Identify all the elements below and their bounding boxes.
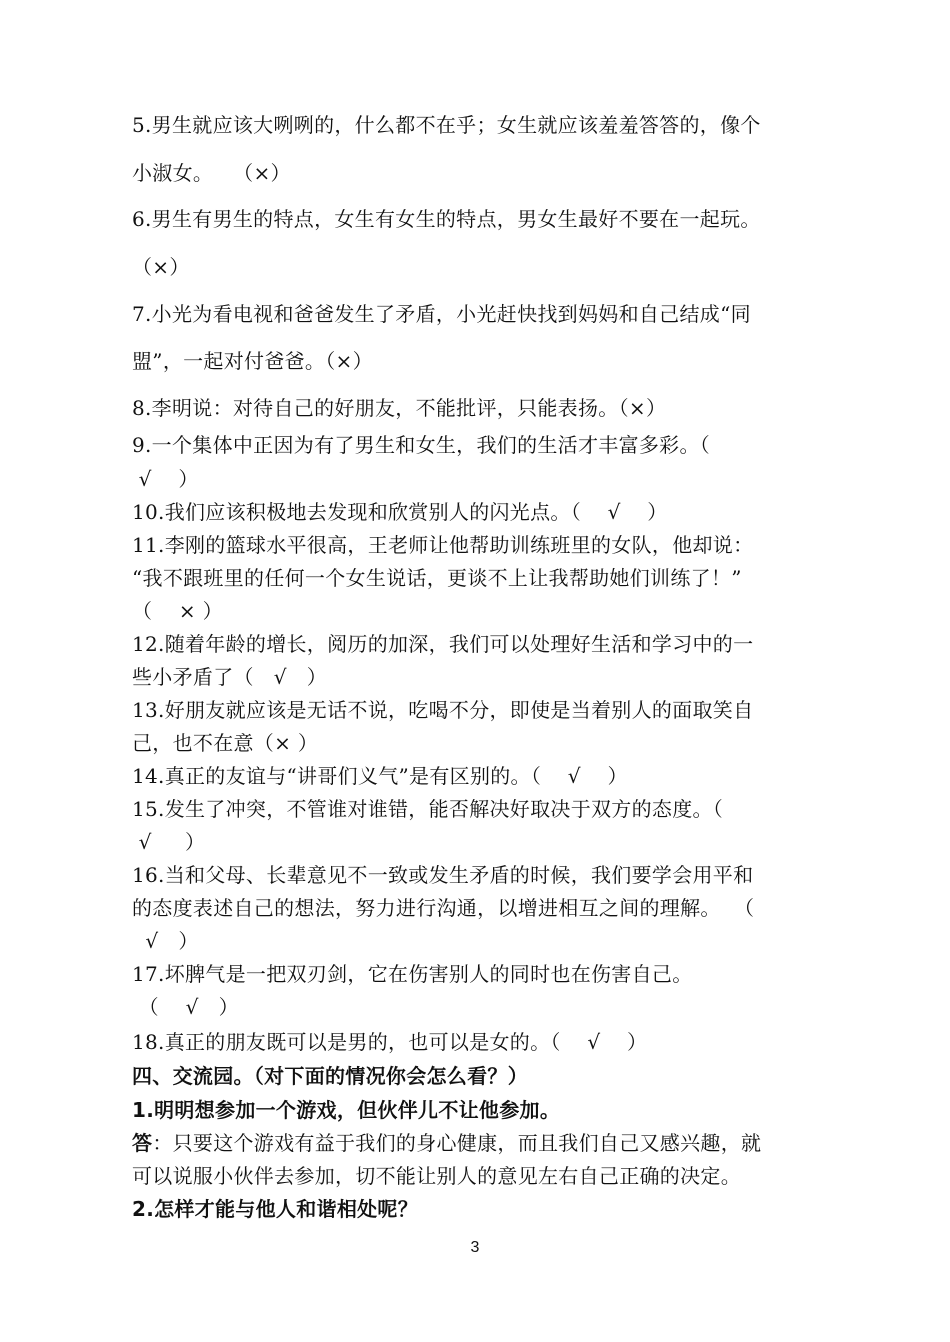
answer-line-2: 可以说服小伙伴去参加，切不能让别人的意见左右自己正确的决定。: [132, 1164, 741, 1188]
question-12-line-1: 12.随着年龄的增长，阅历的加深，我们可以处理好生活和学习中的一: [132, 632, 754, 656]
answer-line-1: [132, 1130, 822, 1156]
question-18-line: 18.真正的朋友既可以是男的，也可以是女的。（ √ ）: [132, 1030, 648, 1054]
answer-label: 答: [132, 1131, 153, 1155]
question-17-line-1: 17.坏脾气是一把双刃剑，它在伤害别人的同时也在伤害自己。: [132, 962, 693, 986]
answer-text: ：只要这个游戏有益于我们的身心健康，而且我们自己又感兴趣，就: [152, 1131, 762, 1155]
question-15-line-1: 15.发生了冲突，不管谁对谁错，能否解决好取决于双方的态度。（: [132, 797, 724, 821]
exchange-question-2: 2.怎样才能与他人和谐相处呢？: [132, 1197, 419, 1221]
question-5-line-2: 小淑女。 （×）: [132, 161, 291, 185]
question-12-line-2: 些小矛盾了（ √ ）: [132, 665, 328, 689]
question-11-line-1: 11.李刚的篮球水平很高，王老师让他帮助训练班里的女队，他却说：: [132, 533, 754, 557]
question-7-line-1: 7.小光为看电视和爸爸发生了矛盾，小光赶快找到妈妈和自己结成“同: [132, 302, 751, 326]
question-6-line-2: （×）: [132, 255, 190, 279]
question-15-line-2: √ ）: [132, 830, 206, 854]
question-10-line: 10.我们应该积极地去发现和欣赏别人的闪光点。（ √ ）: [132, 500, 668, 524]
question-13-line-2: 己，也不在意（× ）: [132, 731, 319, 755]
question-6-line-1: 6.男生有男生的特点，女生有女生的特点，男女生最好不要在一起玩。: [132, 207, 761, 231]
question-9-line-1: 9.一个集体中正因为有了男生和女生，我们的生活才丰富多彩。（: [132, 433, 711, 457]
question-14-line: 14.真正的友谊与“讲哥们义气”是有区别的。（ √ ）: [132, 764, 628, 788]
question-17-line-2: （ √ ）: [132, 995, 239, 1019]
question-13-line-1: 13.好朋友就应该是无话不说，吃喝不分，即使是当着别人的面取笑自: [132, 698, 754, 722]
section-four-heading: 四、交流园。（对下面的情况你会怎么看？）: [132, 1064, 528, 1088]
question-16-line-1: 16.当和父母、长辈意见不一致或发生矛盾的时候，我们要学会用平和: [132, 863, 754, 887]
question-8-line: 8.李明说：对待自己的好朋友，不能批评，只能表扬。（×）: [132, 396, 667, 420]
question-5-line-1: 5.男生就应该大咧咧的，什么都不在乎；女生就应该羞羞答答的，像个: [132, 113, 761, 137]
question-11-line-2: “我不跟班里的任何一个女生说话，更谈不上让我帮助她们训练了！”: [132, 566, 742, 590]
question-16-line-2: 的态度表述自己的想法，努力进行沟通，以增进相互之间的理解。 （: [132, 896, 755, 920]
page-number: 3: [470, 1239, 480, 1256]
question-16-line-3: √ ）: [132, 929, 199, 953]
question-11-line-3: （ × ）: [132, 599, 223, 623]
question-9-line-2: √ ）: [132, 467, 199, 491]
exchange-question-1: 1.明明想参加一个游戏，但伙伴儿不让他参加。: [132, 1098, 561, 1122]
question-7-line-2: 盟”，一起对付爸爸。（×）: [132, 349, 373, 373]
